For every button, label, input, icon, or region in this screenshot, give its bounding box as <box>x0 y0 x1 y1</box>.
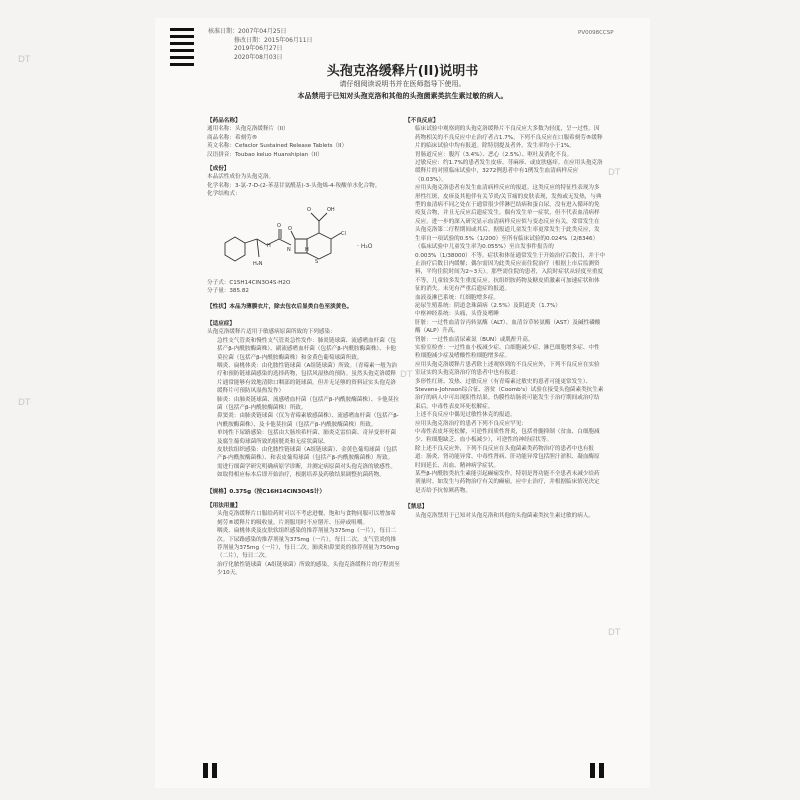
text-line: 头孢克洛缓释片适用于敏感病原菌所致的下列感染： <box>207 329 336 336</box>
text-line: 应用头孢克洛治疗的患者下列不良反应罕见： <box>415 420 527 427</box>
properties: 【性状】本品为薄膜衣片，除去包衣后显类白色至淡黄色。 <box>207 304 353 311</box>
text-line: 应用头孢克洛缓释片患者除上述观察到的不良反应外，下列不良反应在实验室证实的头孢克洛治疗的患者中也有报道： <box>415 361 600 377</box>
barcode-mark <box>590 763 595 778</box>
left-column <box>207 113 400 578</box>
text-line: 肺炎：由肺炎链球菌、流感嗜血杆菌（包括产β-内酰胺酶菌株）、卡他莫拉菌（包括产β-内酰胺酶菌株）所致。 <box>217 396 399 411</box>
text-line: 需进行细菌学研究明确病原学诊断，并测定病原菌对头孢克洛的敏感性。如取得相应标本后即开始治疗，根据培养及药敏结果调整抗菌药物。 <box>217 463 397 479</box>
structure-drawing <box>207 199 400 279</box>
text-line: 咽炎、扁桃体炎及皮肤软组织感染的推荐剂量为375mg（一片），每日二次。下尿路感染的推荐剂量为375mg（一片），每日二次。支气管炎的推荐剂量为375mg（一片），每日二次。肺炎和鼻窦炎的推荐剂量为750mg（二片），每日二次。 <box>217 528 399 560</box>
text-line: 血液及淋巴系统：红细胞增多症。 <box>415 294 499 301</box>
text-line: 头孢克洛缓释片口服给药时可以不考虑进餐，饱和与食物同服可以增加希刻劳®缓释片的吸收量。片剂服用时不应掰开、压碎或咀嚼。 <box>217 511 397 526</box>
text-line: 应用头孢克洛患者有发生血清病样反应的报道。这类反应的特征性表现为多形性红斑，皮疹及其他伴有关节炎/关节痛的皮肤表现，发热或无发热，与典型的血清病不同之处在于通常很少伴淋巴结病和蛋白尿。没有进入循环的免疫复合物，并且无反应后遗症发生。偶有发生单一症状，但不代表血清病样反应。进一步的深入研究显示血清病样反应似与变态反应有关，常常发生在头孢克洛第二疗程期间或其后。据报道儿童发生率更常发生于此类反应，发生率自一项试验的0.5%（1/200）至所有临床试验的0.024%（2/8346）（临床试验中儿童发生率为0.055%）至自发事件报告的0.003%（1/38000）不等。症状和体征通常发生于开始治疗后数日，并于中止治疗后数日内缓解；偶尔需因为此类反应而住院治疗（根据上市后监测资料，平均住院时间为2~3天）。那些需住院的患者，入院时症状从轻度至重度不等，儿童较多发生重度反应。抗组织胺药物及糖皮质激素可加速症状和体征的消失。未见有严重后遗症的报道。 <box>415 185 606 293</box>
spec: 【规格】0.375g（按C16H14ClN3O4S计） <box>207 488 326 495</box>
section-heading: 【药品名称】 <box>207 118 241 124</box>
svg-text:Cl: Cl <box>341 230 346 237</box>
watermark: DT <box>608 168 621 178</box>
text-line: 汉语拼音：Toubao keluo Huanshipian（II） <box>207 151 323 158</box>
text-line: 鼻窦炎：由肺炎链球菌（仅为青霉素敏感菌株）、流感嗜血杆菌（包括产β-内酰胺酶菌株）、及卡他莫拉菌（包括产β-内酰胺酶菌株）所致。 <box>217 413 399 428</box>
text-line: 胃肠道反应：腹泻（3.4%）、恶心（2.5%）、呕吐及消化不良。 <box>415 151 573 158</box>
text-line: 单纯性下尿路感染：包括由大肠埃希杆菌、肺炎克雷伯菌、奇异变形杆菌及腐生葡萄球菌所致的膀胱炎和无症状菌尿。 <box>217 430 397 445</box>
text-line: 上述不良反应中偶见过敏性休克的报道。 <box>415 412 516 419</box>
text-line: 某些β-内酰胺类抗生素能引起癫痫发作，特别是肾功能不全患者未减少给药剂量时。如发生与药物治疗有关的癫痫，应中止治疗，并根据临床情况决定是否给予抗惊厥药物。 <box>415 471 600 494</box>
barcode-mark <box>599 763 604 778</box>
text-line: 中毒性表皮坏死松解，可逆性间质性肾炎，包括骨髓抑制（贫血、白细胞减少、粒细胞缺乏、血小板减少），可逆性的神经症状等。 <box>415 429 600 444</box>
text-line: 头孢克洛禁用于已知对头孢克洛和其他的头孢菌素类抗生素过敏的病人。 <box>415 512 595 519</box>
text-line: 泌尿生殖系统：阴道念珠菌病（2.5%）及阴道炎（1.7%） <box>415 302 561 309</box>
svg-text:O: O <box>288 225 292 232</box>
text-line: 过敏反应：约1.7%的患者发生皮疹、荨麻疹、或皮肤瘙痒。在应用头孢克洛缓释片的对照临床试验中，3272例患者中有1例发生血清病样反应（0.03%）。 <box>415 160 603 183</box>
text-line: 中枢神经系统：头痛、头昏及嗜睡 <box>415 311 499 318</box>
right-column <box>405 113 605 520</box>
text-line: 除上述不良反应外，下列不良反应在头孢菌素类药物治疗的患者中也有报道：肠炎、肾功能异常、中毒性肾病、肝功能异常包括胆汁淤积、凝血酶原时间延长、出血、精神病学症状。 <box>415 445 600 469</box>
svg-text:H: H <box>267 242 271 249</box>
section-heading: 【禁忌】 <box>405 504 428 511</box>
warning-line: 本品禁用于已知对头孢克洛和其他的头孢菌素类抗生素过敏的病人。 <box>297 92 508 100</box>
date-line: 2020年08月03日 <box>234 53 283 61</box>
watermark: DT <box>400 370 413 380</box>
text-line: 皮肤软组织感染：由化脓性链球菌（A组链球菌）、金黄色葡萄球菌（包括产β-内酰胺酶菌株）、和表皮葡萄球菌（包括产β-内酰胺酶菌株）所致。 <box>217 446 398 462</box>
svg-text:H: H <box>305 246 309 253</box>
molecular-formula: 分子式：C15H14ClN3O4S·H2O <box>207 279 291 286</box>
date-line: 2019年06月27日 <box>234 45 283 52</box>
watermark: DT <box>18 398 31 408</box>
svg-text:O: O <box>307 206 311 213</box>
section-heading: 【成份】 <box>207 166 230 173</box>
text-line: 商品名称：希刻劳® <box>207 134 258 141</box>
water-label: · H₂O <box>357 242 373 250</box>
svg-text:S: S <box>315 258 319 265</box>
subtitle: 请仔细阅读说明书并在医师指导下使用。 <box>339 80 466 88</box>
barcode-mark <box>212 763 217 778</box>
text-line: 英文名称：Cefaclor Sustained Release Tablets（II） <box>207 143 348 150</box>
watermark: DT <box>18 55 31 65</box>
text-line: 肾脏：一过性血清尿素氮（BUN）或肌酐升高。 <box>415 336 534 343</box>
structural-formula <box>207 199 400 279</box>
svg-text:H₂N: H₂N <box>253 260 263 267</box>
text-line: 实验室检查：一过性血小板减少症、白细胞减少症、淋巴细胞增多症、中性粒细胞减少症及嗜酸性粒细胞增多症。 <box>415 344 600 360</box>
date-line: 核准日期：2007年04月25日 <box>208 28 287 35</box>
molecular-weight: 分子量：385.82 <box>207 288 249 295</box>
text-line: 化学名称：3-氯-7-D-(2-苯基甘氨酰基)-3-头孢烯-4-羧酸单水化合物。 <box>207 182 381 189</box>
text-line: 治疗化脓性链球菌（A组链球菌）所致的感染，头孢克洛缓释片的疗程需至少10天。 <box>217 561 400 577</box>
section-heading: 【用法用量】 <box>207 503 241 509</box>
text-line: 本品活性成份为头孢克洛。 <box>207 174 275 181</box>
barcode-mark <box>203 763 208 778</box>
text-line: 化学结构式： <box>207 191 241 198</box>
date-line: 修改日期：2015年06月11日 <box>234 36 313 44</box>
text-line: 咽炎、扁桃体炎：由化脓性链球菌（A组链球菌）所致。（青霉素一般为治疗和预防链球菌感染的选择药物，包括风湿热的预防。虽然头孢克洛缓释片通常能够有效地清除口咽部的链球菌，但并无足够的资料证实头孢克洛缓释片可预防风湿热发作） <box>217 362 398 395</box>
page-title: 头孢克洛缓释片(II)说明书 <box>326 64 479 79</box>
svg-text:O: O <box>277 222 281 229</box>
watermark: DT <box>608 628 621 638</box>
text-line: 多形性红斑、发热、过敏反应（有青霉素过敏史的患者可能更常发生）、Stevens-Johnson综合征、溶贫（Coomb's）试验在接受头孢菌素类抗生素治疗的病人中可出现阳性结果。伪膜性结肠炎可能发生于治疗期间或治疗结束后。中毒性表皮坏死松解症。 <box>415 378 604 410</box>
text-line: 肝脏：一过性血清谷丙转氨酶（ALT）、血清谷草转氨酶（AST）及碱性磷酸酶（ALP）升高。 <box>415 319 601 335</box>
section-heading: 【不良反应】 <box>405 118 439 124</box>
text-line: 急性支气管炎和慢性支气管炎急性发作：肺炎链球菌、流感嗜血杆菌（包括产β-内酰胺酶菌株）、副流感嗜血杆菌（包括产β-内酰胺酶菌株）、卡他莫拉菌（包括产β-内酰胺酶菌株）和金黄色葡萄球菌所致。 <box>217 337 397 361</box>
section-heading: 【适应症】 <box>207 320 235 327</box>
revision-dates <box>208 28 313 62</box>
svg-text:N: N <box>287 246 291 253</box>
svg-text:OH: OH <box>327 206 335 213</box>
text-line: 临床试验中观察到的头孢克洛缓释片不良反应大多数为轻度，呈一过性。因药物相关的不良反应中止治疗者占1.7%。下列不良反应在口服希刻劳®缓释片的临床试验中均有报道。除特别提及者外，发生率均小于1%。 <box>415 126 603 150</box>
text-line: 通用名称：头孢克洛缓释片（II） <box>207 126 289 133</box>
doc-code: PV0098CCSP <box>578 30 614 36</box>
